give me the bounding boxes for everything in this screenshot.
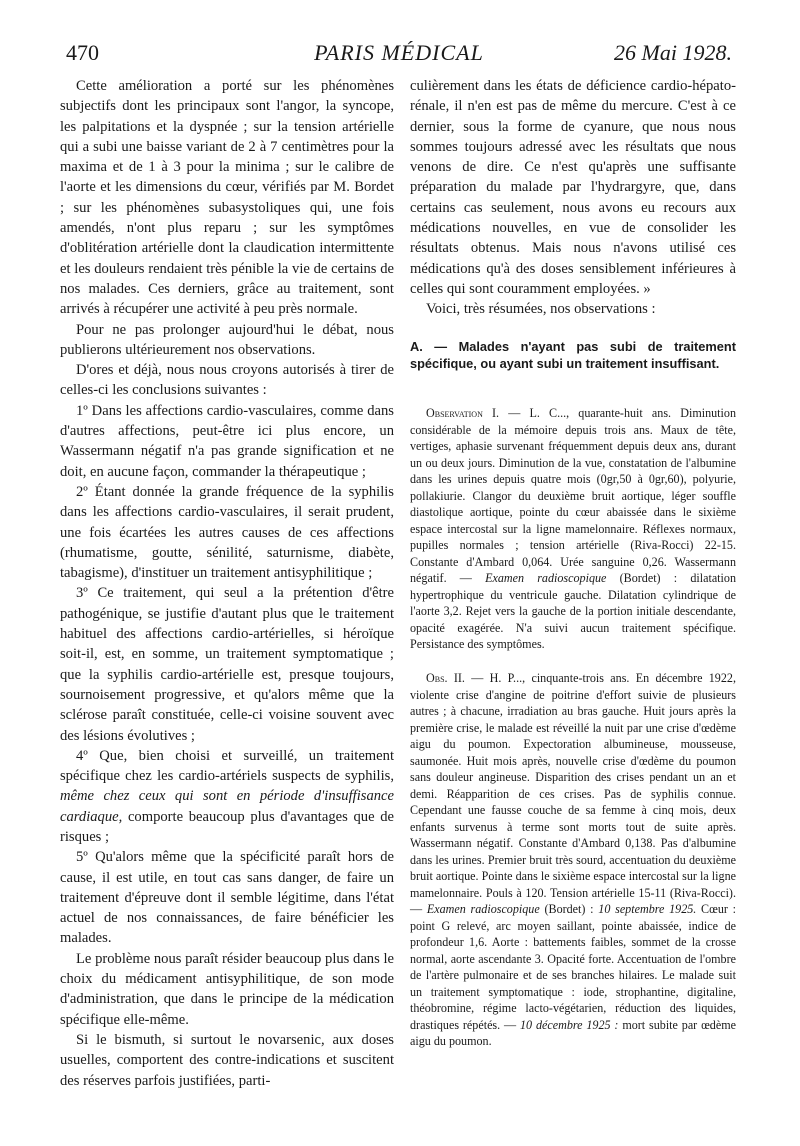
italic-run: même chez ceux qui sont en période d'insuffisance cardiaque, — [60, 788, 394, 825]
text-run: — H. P..., cinquante-trois ans. En décembre 1922, violente crise d'angine de poitrine d'effort suivie de plusieurs autres ; à chacune, irradiation au bras gauche. Huit jours après la première crise, le malade est réveillé la nuit par une crise d'œdème aigu du poumon. Expectoration albumineuse, mousseuse, saumonée. Huit mois après, nouvelle crise d'œdème du poumon sans douleur angineuse. Disparition des crises pendant un an et demi. Réapparition de ces crises. Pas de syphilis connue. Cependant une fausse couche de sa femme à cinq mois, deux enfants survenus à terme sont morts tout de suite après. Wassermann négatif. Constante d'Ambard 0,138. Pas d'albumine dans les urines. Premier bruit très sourd, accentuation du deuxième bruit aortique. Pointe dans le sixième espace intercostal sur la ligne mamelonnaire. Pouls à 120. Tension artérielle 15-11 (Riva-Rocci). — — [410, 671, 736, 916]
italic-run: 10 décembre 1925 : — [520, 1017, 619, 1032]
paragraph: Cette amélioration a porté sur les phénomènes subjectifs dont les principaux sont l'angor, la syncope, les palpitations et la dyspnée ; sur la tension artérielle qui a subi une baisse variant de 2 à 7 centimètres pour la maxima et de 1 à 3 pour la minima ; sur le calibre de l'aorte et les dimensions du cœur, vérifiés par M. Bordet ; sur les phénomènes subasystoliques qui, une fois amendés, n'ont plus reparu ; sur les symptômes d'oblitération artérielle dont la claudication intermittente et les douleurs rendaient très pénible la vie de certains de nos malades. Ces derniers, grâce au traitement, sont arrivés à récupérer une activité à peu près normale. — [60, 78, 394, 318]
page-number: 470 — [66, 40, 99, 65]
right-column — [410, 76, 736, 320]
text-run: mort subite par œdème aigu du poumon. — [410, 1017, 736, 1048]
italic-run: Examen radioscopique — [426, 902, 540, 916]
observation-text — [410, 670, 736, 1050]
paragraph-continued: culièrement dans les états de déficience cardio-hépato-rénale, il n'en est pas de même du mercure. C'est à ce dernier, sous la forme de cyanure, que nous nous sommes toujours adressé avec les résultats que nous venons de dire. Ce n'est qu'après une suffisante préparation du malade par l'hydrargyre, que, dans certains cas seulement, nous avons eu recours aux médications nouvelles, en vue de consolider les résultats obtenus. Mais nous n'avons utilisé ces médications qu'à des doses sensiblement inférieures à celles qui sont couramment employées. » — [410, 78, 736, 297]
text-run: (Bordet) : dilatation hypertrophique du ventricule gauche. Dilatation cylindrique de l'aorte 3,2. Rejet vers la gauche de la portion initiale descendante, opacité exagérée. N'a suivi aucun traitement spécifique. Persistance des symptômes. — [410, 571, 736, 651]
observation-label: Observation I. — [426, 406, 500, 420]
paragraph: Pour ne pas prolonger aujourd'hui le débat, nous publierons ultérieurement nos observations. — [60, 321, 394, 358]
paragraph: Si le bismuth, si surtout le novarsenic, aux doses usuelles, comportent des contre-indications et suscitent des réserves parfois justifiées, parti- — [60, 1031, 394, 1089]
italic-run: Examen radioscopique — [485, 571, 607, 585]
observation-1 — [410, 405, 736, 653]
paragraph: D'ores et déjà, nous nous croyons autorisés à tirer de celles-ci les conclusions suivantes : — [60, 362, 394, 399]
left-column — [60, 76, 394, 1091]
text-run: Cœur : point G relevé, arc moyen saillant, pointe abaissée, indice de profondeur 1,6. Aorte : battements faibles, sommet de la crosse normal, aorte ascendante 3. Opacité forte. Accentuation de l'ombre de l'artère pulmonaire et de ses branches hilaires. Le malade suit un traitement symptomatique : iode, strophantine, digitaline, théobromine, régime lacto-végétarien, réduction des liquides, drastiques répétés. — — [410, 902, 737, 1032]
observation-2 — [410, 670, 736, 1050]
section-heading: A. — Malades n'ayant pas subi de traitement spécifique, ou ayant subi un traitement insuffisant. — [410, 339, 736, 371]
issue-date: 26 Mai 1928. — [614, 40, 732, 65]
conclusion-1: 1º Dans les affections cardio-vasculaires, comme dans d'autres affections, peut-être ici plus encore, un Wassermann négatif n'a pas grande signification et ne doit, en aucune façon, commander la thérapeutique ; — [60, 402, 394, 480]
conclusion-2: 2º Étant donnée la grande fréquence de la syphilis dans les affections cardio-vasculaires, il serait prudent, une fois écartées les autres causes de ces affections (rhumatisme, goutte, sénilité, saturnisme, diabète, tabagisme), d'instituer un traitement antisyphilitique ; — [60, 483, 394, 582]
conclusion-3: 3º Ce traitement, qui seul a la prétention d'être pathogénique, se justifie d'autant plus que le traitement habituel des affections cardio-artérielles, si héroïque soit-il, est, en somme, un traitement symptomatique ; que la syphilis cardio-artérielle est, presque toujours, sournoisement progressive, et qu'alors même que la sclérose paraît constituée, celle-ci voisine souvent avec des lésions évolutives ; — [60, 585, 394, 744]
observation-label: Obs. II. — [426, 671, 465, 685]
conclusion-5: 5º Qu'alors même que la spécificité paraît hors de cause, il est utile, en tout cas sans danger, de faire un traitement d'épreuve dont il semble légitime, dans l'état actuel de nos connaissances, de faire bénéficier les malades. — [60, 849, 394, 947]
italic-run: 10 septembre 1925. — [598, 902, 697, 916]
observation-text — [410, 405, 736, 653]
text-run: 4º Que, bien choisi et surveillé, un traitement spécifique chez les cardio-artériels suspects de syphilis, — [60, 747, 394, 785]
paragraph: Voici, très résumées, nos observations : — [426, 301, 656, 318]
journal-title: PARIS MÉDICAL — [314, 40, 484, 65]
conclusion-4 — [60, 746, 394, 847]
text-run: comporte beaucoup plus d'avantages que de risques ; — [60, 808, 394, 845]
paragraph: Le problème nous paraît résider beaucoup plus dans le choix du médicament antisyphilitique, de son mode d'administration, que dans le principe de la médication spécifique elle-même. — [60, 950, 394, 1028]
text-run: (Bordet) : — [539, 902, 599, 916]
page-header — [66, 40, 732, 70]
text-run: — L. C..., quarante-huit ans. Diminution considérable de la mémoire depuis trois ans. Maux de tête, vertiges, aphasie survenant fréquemment depuis deux ans, durant un ou deux jours. Diminution de la vue, constatation de l'albumine dans les urines depuis quatre mois (0gr,50 à 0gr,60), polyurie, pollakiurie. Clangor du deuxième bruit aortique, léger souffle diastolique aortique, pointe du cœur abaissée dans le sixième espace intercostal sur la ligne mamelonnaire. Réflexes normaux, pupilles normales ; tension artérielle (Riva-Rocci) 22-15. Constante d'Ambard 0,064. Urée sanguine 0,26. Wassermann négatif. — — [410, 406, 736, 585]
